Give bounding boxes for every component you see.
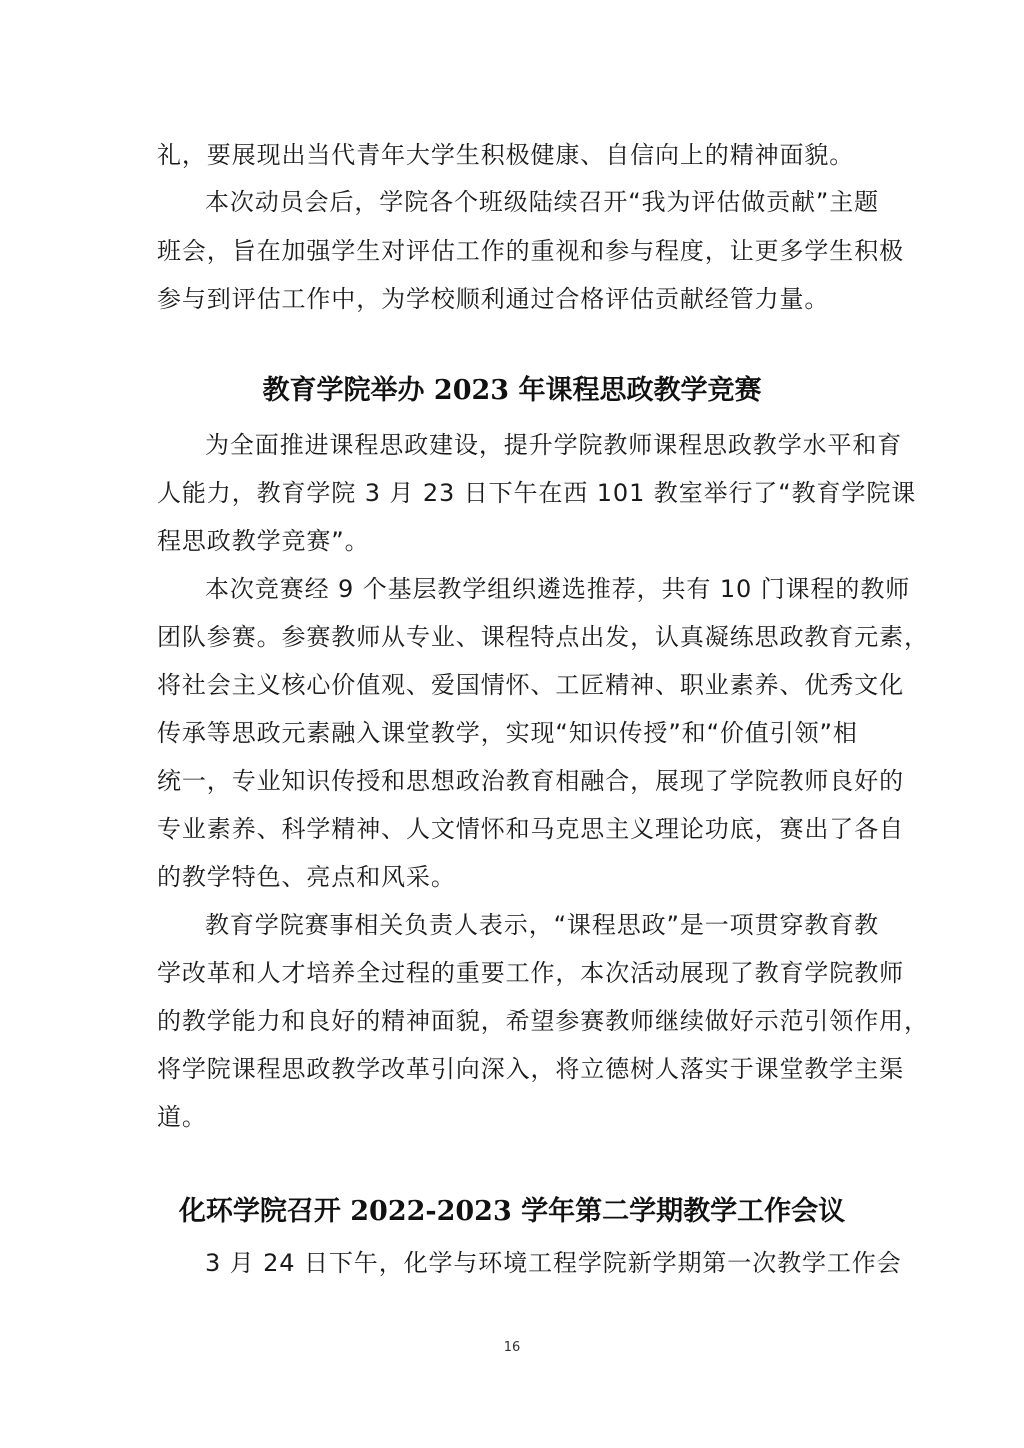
paragraph-line: 人能力，教育学院 3 月 23 日下午在西 101 教室举行了“教育学院课 bbox=[157, 479, 917, 507]
article-title: 化环学院召开 2022-2023 学年第二学期教学工作会议 bbox=[178, 1196, 846, 1227]
paragraph-line: 传承等思政元素融入课堂教学，实现“知识传授”和“价值引领”相 bbox=[157, 719, 858, 747]
paragraph-line: 统一，专业知识传授和思想政治教育相融合，展现了学院教师良好的 bbox=[157, 767, 904, 795]
paragraph-line: 为全面推进课程思政建设，提升学院教师课程思政教学水平和育 bbox=[205, 431, 903, 459]
article-title: 教育学院举办 2023 年课程思政教学竞赛 bbox=[262, 375, 762, 406]
paragraph-line: 将学院课程思政教学改革引向深入，将立德树人落实于课堂教学主渠 bbox=[157, 1055, 904, 1083]
paragraph-line: 学改革和人才培养全过程的重要工作，本次活动展现了教育学院教师 bbox=[157, 959, 904, 987]
paragraph-line: 教育学院赛事相关负责人表示，“课程思政”是一项贯穿教育教 bbox=[205, 911, 880, 939]
paragraph-line: 的教学能力和良好的精神面貌，希望参赛教师继续做好示范引领作用， bbox=[157, 1007, 929, 1035]
paragraph-line: 参与到评估工作中，为学校顺利通过合格评估贡献经管力量。 bbox=[157, 285, 830, 313]
paragraph-line: 班会，旨在加强学生对评估工作的重视和参与程度，让更多学生积极 bbox=[157, 237, 904, 265]
paragraph-line: 将社会主义核心价值观、爱国情怀、工匠精神、职业素养、优秀文化 bbox=[157, 671, 904, 699]
paragraph-line: 团队参赛。参赛教师从专业、课程特点出发，认真凝练思政教育元素， bbox=[157, 623, 929, 651]
paragraph-line: 3 月 24 日下午，化学与环境工程学院新学期第一次教学工作会 bbox=[205, 1249, 902, 1277]
paragraph-line: 礼，要展现出当代青年大学生积极健康、自信向上的精神面貌。 bbox=[157, 141, 855, 169]
paragraph-line: 的教学特色、亮点和风采。 bbox=[157, 863, 456, 891]
paragraph-line: 专业素养、科学精神、人文情怀和马克思主义理论功底，赛出了各自 bbox=[157, 815, 904, 843]
paragraph-line: 道。 bbox=[157, 1103, 207, 1131]
paragraph-line: 本次动员会后，学院各个班级陆续召开“我为评估做贡献”主题 bbox=[205, 188, 880, 216]
paragraph-line: 本次竞赛经 9 个基层教学组织遴选推荐，共有 10 门课程的教师 bbox=[205, 575, 911, 603]
page-number: 16 bbox=[503, 1340, 521, 1355]
paragraph-line: 程思政教学竞赛”。 bbox=[157, 527, 370, 555]
